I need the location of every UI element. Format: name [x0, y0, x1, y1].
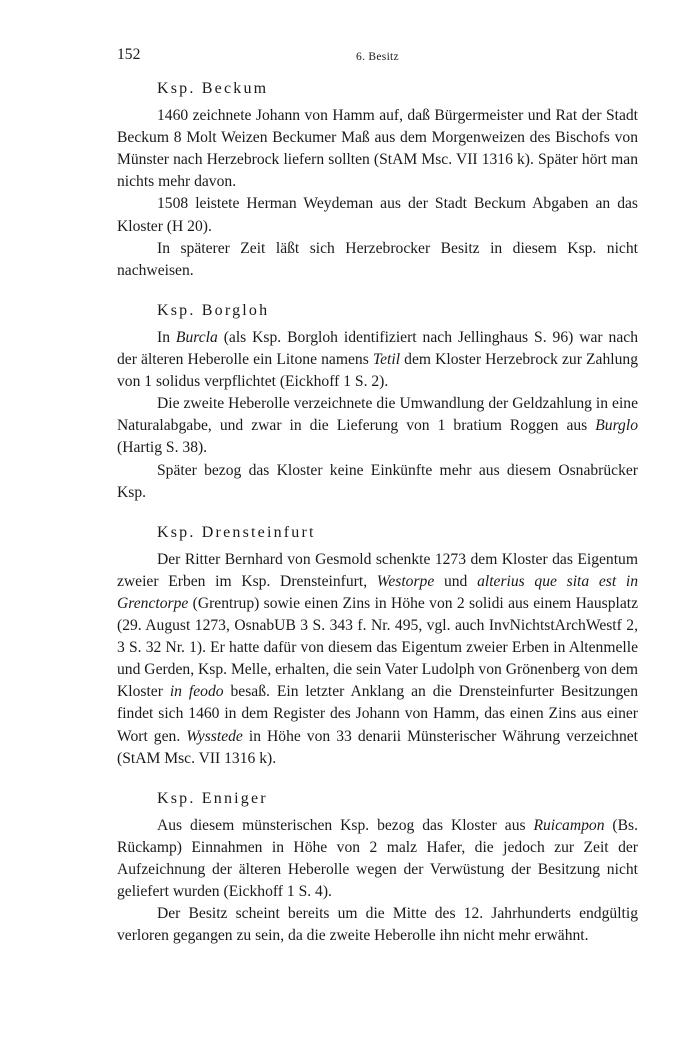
paragraph: [117, 193, 638, 237]
text-run: Später bezog das Kloster keine Einkünfte mehr aus diesem Osnabrücker Ksp.: [117, 461, 638, 501]
section-heading: Ksp. Beckum: [157, 80, 269, 97]
running-title: 6. Besitz: [356, 51, 399, 63]
paragraph: [117, 393, 638, 459]
italic-text: Wysstede: [186, 727, 243, 745]
text-run: besaß. Ein letzter Anklang an die Drensteinfurter Besitzungen findet sich 1460 in dem Register des Johann von Hamm, das einen Zins aus einer Wort gen.: [117, 683, 638, 745]
text-run: Die zweite Heberolle verzeichnete die Umwandlung der Geldzahlung in eine Naturalabgabe, und zwar in die Lieferung von 1 bratium Roggen aus: [117, 395, 638, 435]
italic-text: Tetil: [372, 351, 401, 369]
document-body: [117, 78, 638, 947]
text-run: in Höhe von 33 denarii Münsterischer Währung verzeichnet (StAM Msc. VII 1316 k).: [117, 727, 638, 767]
text-run: Der Besitz scheint bereits um die Mitte des 12. Jahrhunderts endgültig verloren gegangen zu sein, da die zweite Heberolle ihn nicht mehr erwähnt.: [117, 905, 638, 945]
text-run: 1508 leistete Herman Weydeman aus der Stadt Beckum Abgaben an das Kloster (H 20).: [117, 195, 638, 235]
page-header: [117, 44, 638, 68]
paragraph: [117, 327, 638, 393]
document-page: [117, 44, 638, 965]
section: [117, 300, 638, 504]
section-heading: Ksp. Borgloh: [157, 301, 270, 319]
italic-text: Westorpe: [376, 572, 435, 590]
text-run: In: [157, 328, 176, 346]
paragraph: [117, 238, 638, 282]
text-run: dem Kloster Herzebrock zur Zahlung von 1 solidus verpflichtet (Eickhoff 1 S. 2).: [117, 351, 638, 391]
italic-text: in feodo: [169, 683, 224, 701]
text-run: In späterer Zeit läßt sich Herzebrocker Besitz in diesem Ksp. nicht nachweisen.: [117, 239, 638, 279]
text-run: Aus diesem münsterischen Ksp. bezog das Kloster aus: [157, 816, 534, 834]
text-run: Der Ritter Bernhard von Gesmold schenkte 1273 dem Kloster das Eigentum zweier Erben im Ksp. Drensteinfurt,: [117, 550, 638, 590]
section-heading: Ksp. Enniger: [157, 789, 268, 807]
section: [117, 522, 638, 770]
paragraph: [117, 460, 638, 504]
text-run: und: [434, 572, 478, 590]
text-run: (Bs. Rückamp) Einnahmen in Höhe von 2 malz Hafer, die jedoch zur Zeit der Aufzeichnung der älteren Heberolle wegen der Verwüstung der Besitzung nicht geliefert wurden (Eickhoff 1 S. 4).: [117, 816, 638, 901]
paragraph: [117, 105, 638, 193]
page-number: 152: [117, 46, 141, 63]
italic-text: alterius que sita est in Grenctorpe: [117, 572, 638, 612]
text-run: (als Ksp. Borgloh identifiziert nach Jellinghaus S. 96) war nach der älteren Heberolle ein Litone namens: [117, 328, 638, 369]
paragraph: [117, 815, 638, 903]
section: [117, 788, 638, 948]
paragraph: [117, 903, 638, 947]
section-heading: Ksp. Drensteinfurt: [157, 523, 316, 541]
italic-text: Burcla: [175, 328, 218, 346]
section: [117, 78, 638, 282]
text-run: (Hartig S. 38).: [117, 439, 208, 457]
text-run: 1460 zeichnete Johann von Hamm auf, daß Bürgermeister und Rat der Stadt Beckum 8 Molt Weizen Beckumer Maß aus dem Morgenweizen des Bischofs von Münster nach Herzebrock liefern sollten (StAM Msc. VII 1316 k). Später hört man nichts mehr davon.: [117, 107, 638, 191]
text-run: (Grentrup) sowie einen Zins in Höhe von 2 solidi aus einem Hausplatz (29. August 1273, OsnabUB 3 S. 343 f. Nr. 495, vgl. auch InvNichtstArchWestf 2, 3 S. 32 Nr. 1). Er hatte dafür von diesem das Eigentum zweier Erben in Altenmelle und Gerden, Ksp. Melle, erhalten, die sein Vater Ludolph von Grönenberg von dem Kloster: [117, 594, 638, 701]
italic-text: Ruicampon: [533, 816, 605, 834]
italic-text: Burglo: [595, 417, 638, 435]
paragraph: [117, 549, 638, 770]
